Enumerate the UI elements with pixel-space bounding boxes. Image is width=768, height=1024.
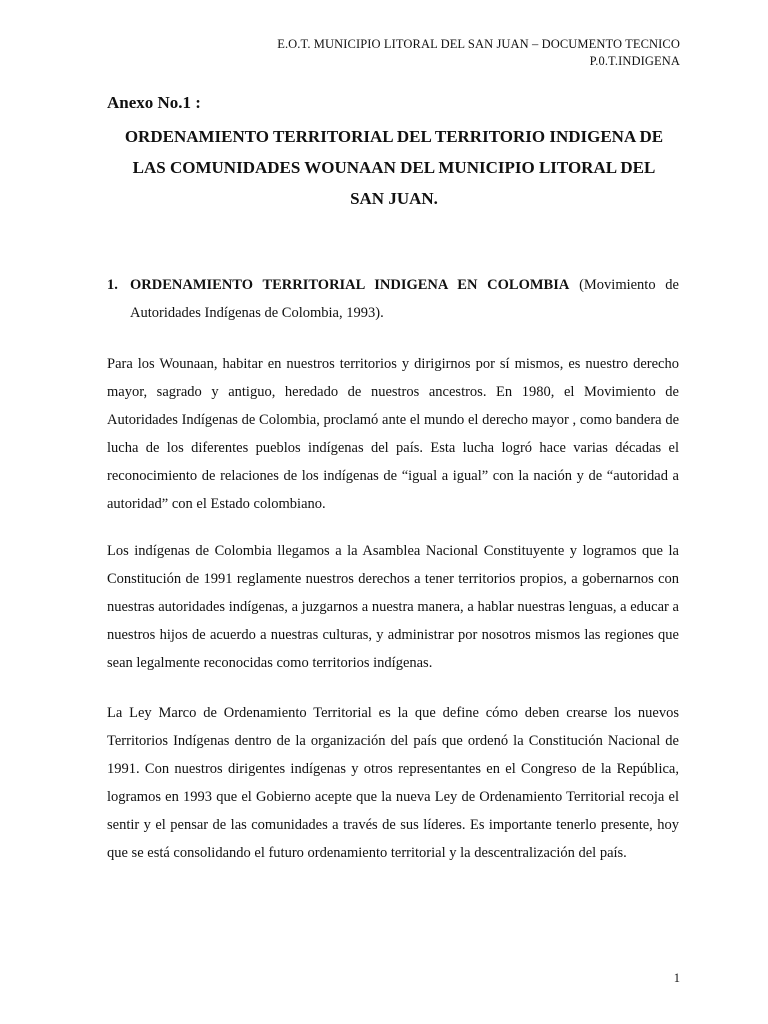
page-number: 1 <box>673 971 680 985</box>
document-title <box>104 121 684 214</box>
paragraph-3: La Ley Marco de Ordenamiento Territorial es la que define cómo deben crearse los nuevos Territorios Indígenas dentro de la organización del país que ordenó la Constitución Nacional de 1991. Con nuestros dirigentes indígenas y otros representantes en el Congreso de la República, logramos en 1993 que el Gobierno acepte que la nueva Ley de Ordenamiento Territorial recoja el sentir y el pensar de las comunidades a través de sus líderes. Es importante tenerlo presente, hoy que se está consolidando el futuro ordenamiento territorial y la descentralización del país. <box>107 705 679 861</box>
header-line-2: P.0.T.INDIGENA <box>589 54 680 68</box>
page-header <box>277 36 680 70</box>
section-title: ORDENAMIENTO TERRITORIAL INDIGENA EN COLOMBIA <box>130 277 570 293</box>
header-line-1: E.O.T. MUNICIPIO LITORAL DEL SAN JUAN – DOCUMENTO TECNICO <box>277 37 680 51</box>
paragraph-1: Para los Wounaan, habitar en nuestros territorios y dirigirnos por sí mismos, es nuestro derecho mayor, sagrado y antiguo, heredado de nuestros ancestros. En 1980, el Movimiento de Autoridades Indígenas de Colombia, proclamó ante el mundo el derecho mayor , como bandera de lucha de los diferentes pueblos indígenas del país. Esta lucha logró hace varias décadas el reconocimiento de relaciones de los indígenas de “igual a igual” con la nación y de “autoridad a autoridad” con el Estado colombiano. <box>107 356 679 512</box>
section-number: 1. <box>107 277 118 293</box>
section-source: (Movimiento de Autoridades Indígenas de Colombia, 1993). <box>130 277 679 321</box>
section-heading <box>107 271 679 327</box>
annex-label: Anexo No.1 : <box>107 93 201 112</box>
title-line-3: SAN JUAN. <box>350 189 438 208</box>
paragraph-2: Los indígenas de Colombia llegamos a la Asamblea Nacional Constituyente y logramos que la Constitución de 1991 reglamente nuestros derechos a tener territorios propios, a gobernarnos con nuestras autoridades indígenas, a juzgarnos a nuestra manera, a hablar nuestras lenguas, a educar a nuestros hijos de acuerdo a nuestras culturas, y administrar por nosotros mismos las regiones que sean legalmente reconocidas como territorios indígenas. <box>107 543 679 671</box>
title-line-1: ORDENAMIENTO TERRITORIAL DEL TERRITORIO INDIGENA DE <box>124 127 664 146</box>
title-line-2: LAS COMUNIDADES WOUNAAN DEL MUNICIPIO LITORAL DEL <box>132 158 656 177</box>
section-heading-text <box>130 271 679 327</box>
